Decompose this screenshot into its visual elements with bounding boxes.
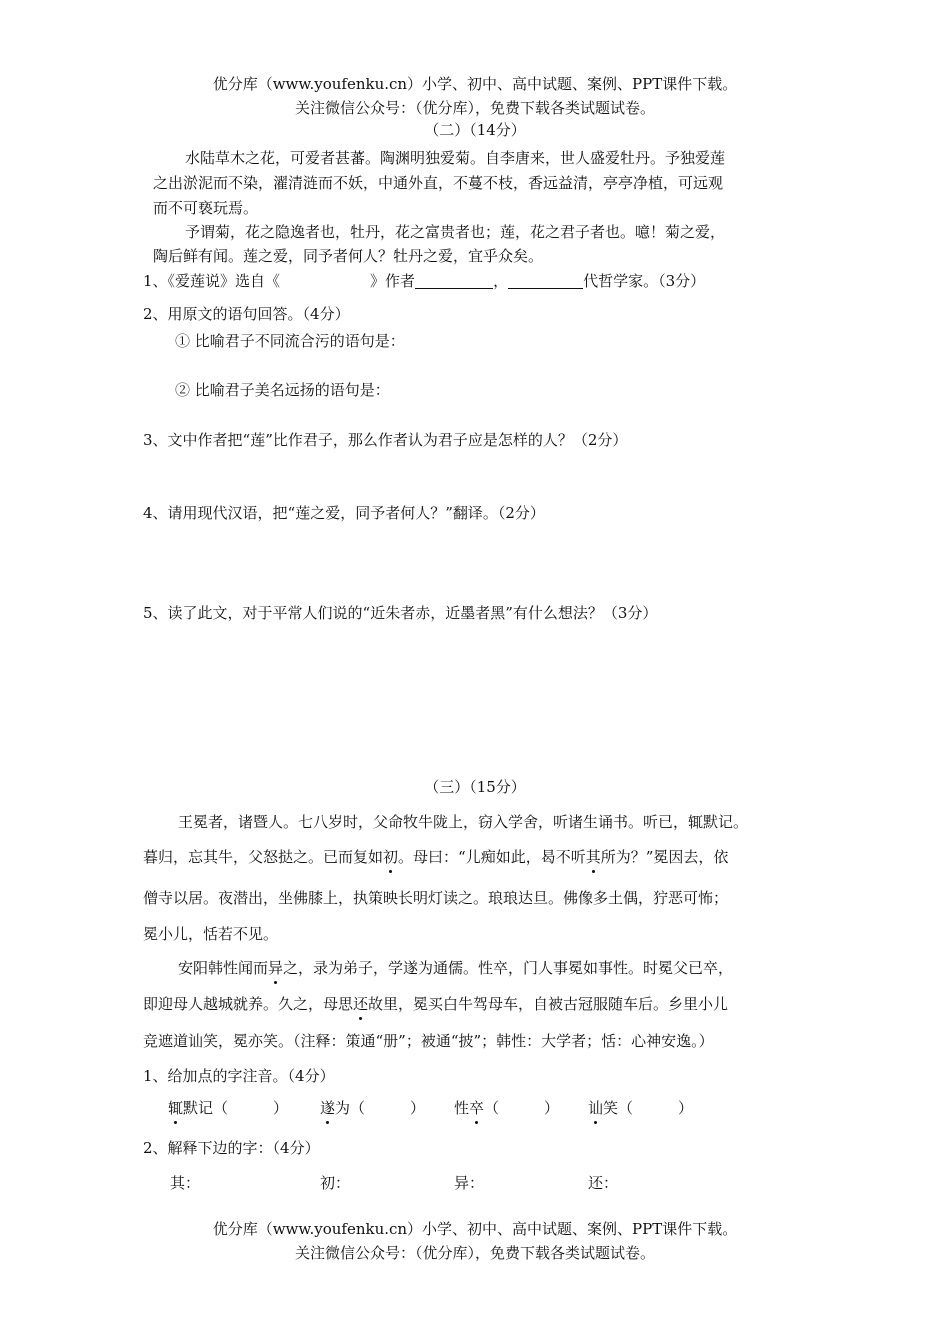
question-2-2a: ① 比喻君子不同流合污的语句是： bbox=[175, 332, 405, 350]
pinyin-item-4 bbox=[588, 1098, 693, 1118]
pinyin-item-3 bbox=[454, 1098, 559, 1118]
explain-item-yi: 异： bbox=[454, 1174, 485, 1192]
section-2-title: （二）（14分） bbox=[424, 121, 526, 139]
passage3-line-5-part-a: 安阳韩性闻而 bbox=[178, 959, 269, 977]
question-2-5: 5、读了此文，对于平常人们说的“近朱者赤，近墨者黑”有什么想法？（3分） bbox=[143, 604, 658, 622]
dotted-char-huan: 还 bbox=[353, 995, 369, 1013]
passage3-line-3: 僧寺以居。夜潜出，坐佛膝上，执策映长明灯读之。琅琅达旦。佛像多土偶，狞恶可怖； bbox=[143, 889, 729, 907]
dotted-char-sui: 遂 bbox=[320, 1099, 336, 1117]
question-2-1-suffix: 代哲学家。（3分） bbox=[583, 272, 706, 290]
passage3-line-5 bbox=[178, 958, 733, 978]
pinyin-answer-1[interactable]: （ ） bbox=[213, 1099, 289, 1117]
pinyin-item-2 bbox=[320, 1098, 425, 1118]
dotted-char-zhe: 辄 bbox=[168, 1099, 184, 1117]
dynasty-blank[interactable] bbox=[508, 274, 583, 289]
passage-line-1: 水陆草木之花，可爱者甚蕃。陶渊明独爱菊。自李唐来，世人盛爱牡丹。予独爱莲 bbox=[185, 149, 726, 167]
explain-item-huan: 还： bbox=[588, 1174, 619, 1192]
passage3-line-7: 竞遮道讪笑，冕亦笑。（注释：策通“册”；被通“披”；韩性：大学者；恬：心神安逸。） bbox=[143, 1032, 714, 1050]
pinyin-item-2-rest: 为 bbox=[335, 1099, 351, 1117]
author-blank[interactable] bbox=[415, 274, 493, 289]
footer-line-2: 关注微信公众号：（优分库），免费下载各类试题试卷。 bbox=[294, 1244, 655, 1262]
passage-line-2: 之出淤泥而不染，濯清涟而不妖，中通外直，不蔓不枝，香远益清，亭亭净植，可远观 bbox=[153, 174, 724, 192]
passage-line-4: 予谓菊，花之隐逸者也，牡丹，花之富贵者也；莲，花之君子者也。噫！菊之爱， bbox=[185, 223, 726, 241]
passage3-line-2 bbox=[143, 847, 728, 867]
question-2-2b: ② 比喻君子美名远扬的语句是： bbox=[175, 381, 390, 399]
question-3-2: 2、解释下边的字：（4分） bbox=[143, 1139, 320, 1157]
question-2-1-comma: ， bbox=[493, 272, 509, 290]
pinyin-answer-4[interactable]: （ ） bbox=[618, 1099, 694, 1117]
passage3-line-6-part-a: 即迎母人越城就养。久之，母思 bbox=[143, 995, 354, 1013]
question-2-1-prefix: 1、《爱莲说》选自《 bbox=[143, 272, 281, 290]
passage3-line-1: 王冕者，诸暨人。七八岁时，父命牧牛陇上，窃入学舍，听诸生诵书。听已，辄默记。 bbox=[178, 813, 749, 831]
pinyin-answer-3[interactable]: （ ） bbox=[484, 1099, 560, 1117]
question-2-1 bbox=[143, 271, 705, 291]
pinyin-item-4-rest: 笑 bbox=[603, 1099, 619, 1117]
header-line-1: 优分库（www.youfenku.cn）小学、初中、高中试题、案例、PPT课件下载。 bbox=[212, 75, 738, 93]
passage3-line-6-part-c: 故里，冕买白牛驾母车，自被古冠服随车后。乡里小儿 bbox=[368, 995, 729, 1013]
question-3-1: 1、给加点的字注音。（4分） bbox=[143, 1067, 335, 1085]
passage3-line-5-part-c: 之，录为弟子，学遂为通儒。性卒，门人事冕如事性。时冕父已卒， bbox=[283, 959, 734, 977]
passage3-line-2-part-a: 暮归，忘其牛，父怒挞之。已而复如 bbox=[143, 848, 384, 866]
pinyin-item-1-rest: 默记 bbox=[183, 1099, 214, 1117]
header-line-2: 关注微信公众号：（优分库），免费下载各类试题试卷。 bbox=[294, 99, 655, 117]
explain-item-chu: 初： bbox=[320, 1174, 351, 1192]
passage3-line-2-part-e: 所为？”冕因去，依 bbox=[600, 848, 729, 866]
explain-item-qi: 其： bbox=[170, 1174, 201, 1192]
question-2-3: 3、文中作者把“莲”比作君子，那么作者认为君子应是怎样的人？（2分） bbox=[143, 431, 628, 449]
question-2-1-author: 》作者 bbox=[370, 272, 416, 290]
dotted-char-yi: 异 bbox=[268, 959, 284, 977]
pinyin-item-3-pre: 性 bbox=[454, 1099, 470, 1117]
dotted-char-qi: 其 bbox=[585, 848, 601, 866]
pinyin-item-1 bbox=[168, 1098, 288, 1118]
footer-line-1: 优分库（www.youfenku.cn）小学、初中、高中试题、案例、PPT课件下载。 bbox=[212, 1220, 738, 1238]
passage3-line-6 bbox=[143, 994, 728, 1014]
dotted-char-shan: 讪 bbox=[588, 1099, 604, 1117]
section-3-title: （三）（15分） bbox=[424, 778, 526, 796]
passage3-line-2-part-c: 。母曰：“儿痴如此，曷不听 bbox=[398, 848, 586, 866]
question-2-2: 2、用原文的语句回答。（4分） bbox=[143, 305, 350, 323]
dotted-char-chu: 初 bbox=[383, 848, 399, 866]
question-2-4: 4、请用现代汉语，把“莲之爱，同予者何人？”翻译。（2分） bbox=[143, 504, 545, 522]
dotted-char-zu: 卒 bbox=[469, 1099, 485, 1117]
passage-line-5: 陶后鲜有闻。莲之爱，同予者何人？牡丹之爱，宜乎众矣。 bbox=[153, 247, 544, 265]
passage3-line-4: 冕小儿，恬若不见。 bbox=[143, 925, 279, 943]
pinyin-answer-2[interactable]: （ ） bbox=[350, 1099, 426, 1117]
passage-line-3: 而不可亵玩焉。 bbox=[153, 199, 259, 217]
